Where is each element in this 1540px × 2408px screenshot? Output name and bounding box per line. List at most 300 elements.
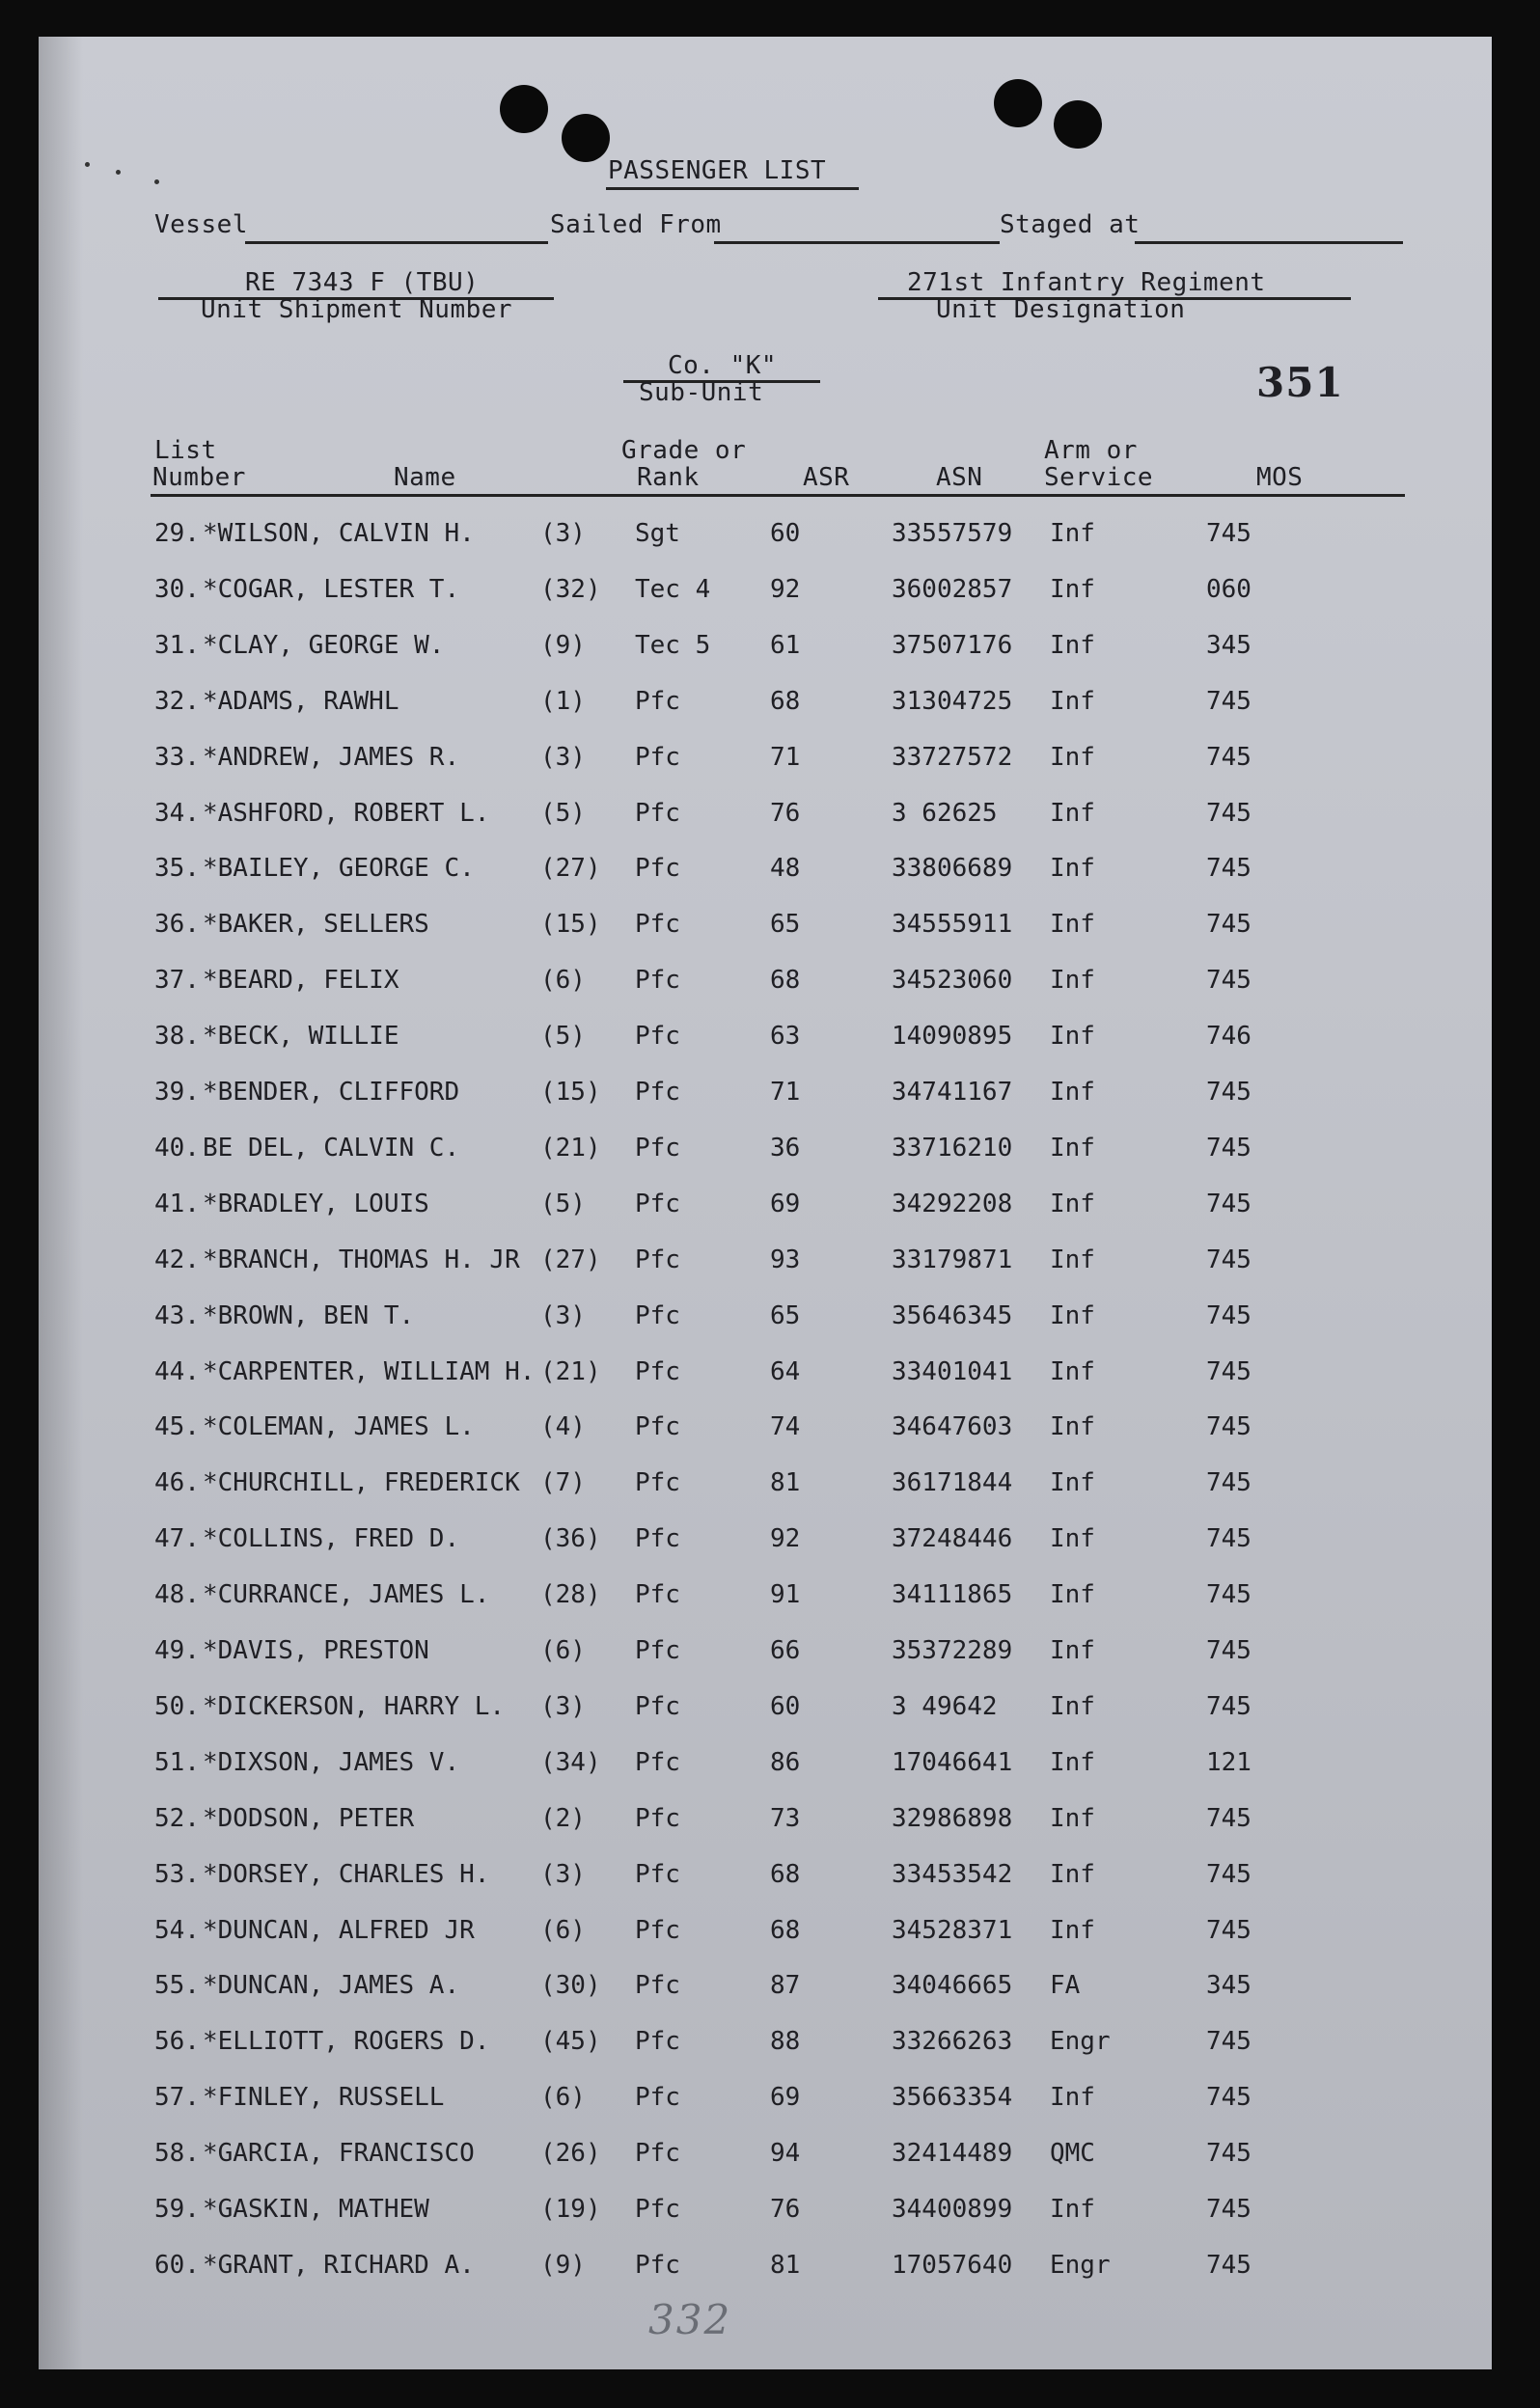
arm-or-service: Inf bbox=[1050, 1300, 1095, 1330]
table-row bbox=[39, 2139, 1492, 2177]
code: (15) bbox=[540, 1078, 601, 1107]
arm-or-service: Inf bbox=[1050, 742, 1095, 772]
arm-or-service: Inf bbox=[1050, 854, 1095, 884]
asr-score: 66 bbox=[770, 1636, 801, 1665]
mos-code: 745 bbox=[1206, 2083, 1251, 2113]
passenger-name: *DAVIS, PRESTON bbox=[203, 1636, 429, 1665]
grade-rank: Tec 4 bbox=[635, 574, 711, 604]
list-number: 30. bbox=[154, 574, 200, 604]
grade-rank: Pfc bbox=[635, 1580, 680, 1610]
col-asn: ASN bbox=[936, 463, 983, 492]
code: (3) bbox=[540, 519, 586, 548]
list-number: 53. bbox=[154, 1859, 200, 1889]
speck bbox=[116, 170, 121, 175]
unit-designation: 271st Infantry Regiment bbox=[907, 268, 1266, 297]
army-serial-number: 34400899 bbox=[892, 2195, 1013, 2224]
code: (6) bbox=[540, 1636, 586, 1665]
list-number: 37. bbox=[154, 966, 200, 996]
table-row bbox=[39, 519, 1492, 558]
passenger-name: *ELLIOTT, ROGERS D. bbox=[203, 2027, 490, 2057]
passenger-name: *CLAY, GEORGE W. bbox=[203, 630, 445, 660]
mos-code: 745 bbox=[1206, 1189, 1251, 1218]
asr-score: 92 bbox=[770, 574, 801, 604]
mos-code: 745 bbox=[1206, 1580, 1251, 1610]
asr-score: 71 bbox=[770, 742, 801, 772]
list-number: 40. bbox=[154, 1133, 200, 1163]
passenger-name: *BRANCH, THOMAS H. JR bbox=[203, 1245, 520, 1274]
grade-rank: Pfc bbox=[635, 1022, 680, 1052]
list-number: 49. bbox=[154, 1636, 200, 1665]
asr-score: 61 bbox=[770, 630, 801, 660]
arm-or-service: Inf bbox=[1050, 1245, 1095, 1274]
mos-code: 745 bbox=[1206, 1300, 1251, 1330]
unit-shipment-number: RE 7343 F (TBU) bbox=[245, 268, 480, 297]
passenger-name: *CARPENTER, WILLIAM H. bbox=[203, 1356, 536, 1386]
army-serial-number: 36002857 bbox=[892, 574, 1013, 604]
grade-rank: Pfc bbox=[635, 1915, 680, 1945]
grade-rank: Pfc bbox=[635, 910, 680, 940]
mos-code: 746 bbox=[1206, 1022, 1251, 1052]
asr-score: 81 bbox=[770, 2250, 801, 2280]
arm-or-service: Inf bbox=[1050, 1189, 1095, 1218]
list-number: 33. bbox=[154, 742, 200, 772]
army-serial-number: 35646345 bbox=[892, 1300, 1013, 1330]
list-number: 60. bbox=[154, 2250, 200, 2280]
list-number: 48. bbox=[154, 1580, 200, 1610]
list-number: 39. bbox=[154, 1078, 200, 1107]
grade-rank: Pfc bbox=[635, 1078, 680, 1107]
table-row bbox=[39, 2027, 1492, 2066]
arm-or-service: Engr bbox=[1050, 2250, 1111, 2280]
passenger-name: *BENDER, CLIFFORD bbox=[203, 1078, 460, 1107]
code: (30) bbox=[540, 1971, 601, 2001]
asr-score: 76 bbox=[770, 798, 801, 828]
list-number: 35. bbox=[154, 854, 200, 884]
sub-unit: Co. "K" bbox=[668, 351, 778, 380]
table-row bbox=[39, 1301, 1492, 1340]
grade-rank: Pfc bbox=[635, 1747, 680, 1777]
army-serial-number: 33453542 bbox=[892, 1859, 1013, 1889]
code: (26) bbox=[540, 2139, 601, 2169]
arm-or-service: Inf bbox=[1050, 1412, 1095, 1442]
arm-or-service: Inf bbox=[1050, 910, 1095, 940]
code: (21) bbox=[540, 1356, 601, 1386]
table-row bbox=[39, 1468, 1492, 1507]
table-row bbox=[39, 799, 1492, 837]
code: (3) bbox=[540, 1859, 586, 1889]
asr-score: 88 bbox=[770, 2027, 801, 2057]
army-serial-number: 17057640 bbox=[892, 2250, 1013, 2280]
code: (9) bbox=[540, 2250, 586, 2280]
list-number: 55. bbox=[154, 1971, 200, 2001]
table-row bbox=[39, 2251, 1492, 2289]
arm-or-service: QMC bbox=[1050, 2139, 1095, 2169]
grade-rank: Pfc bbox=[635, 798, 680, 828]
punch-hole bbox=[562, 114, 610, 162]
grade-rank: Pfc bbox=[635, 966, 680, 996]
list-number: 50. bbox=[154, 1691, 200, 1721]
table-row bbox=[39, 910, 1492, 948]
army-serial-number: 32414489 bbox=[892, 2139, 1013, 2169]
mos-code: 345 bbox=[1206, 1971, 1251, 2001]
arm-or-service: Inf bbox=[1050, 574, 1095, 604]
asr-score: 60 bbox=[770, 519, 801, 548]
passenger-name: *GARCIA, FRANCISCO bbox=[203, 2139, 475, 2169]
list-number: 32. bbox=[154, 686, 200, 716]
code: (5) bbox=[540, 1189, 586, 1218]
code: (27) bbox=[540, 1245, 601, 1274]
grade-rank: Pfc bbox=[635, 2250, 680, 2280]
army-serial-number: 33716210 bbox=[892, 1133, 1013, 1163]
sailed-from-label: Sailed From bbox=[550, 210, 722, 239]
mos-code: 745 bbox=[1206, 1691, 1251, 1721]
grade-rank: Pfc bbox=[635, 854, 680, 884]
sub-unit-label: Sub-Unit bbox=[639, 378, 764, 407]
table-row bbox=[39, 743, 1492, 781]
asr-score: 69 bbox=[770, 1189, 801, 1218]
grade-rank: Pfc bbox=[635, 1524, 680, 1554]
army-serial-number: 34741167 bbox=[892, 1078, 1013, 1107]
asr-score: 68 bbox=[770, 966, 801, 996]
mos-code: 745 bbox=[1206, 1245, 1251, 1274]
mos-code: 745 bbox=[1206, 1078, 1251, 1107]
mos-code: 745 bbox=[1206, 519, 1251, 548]
mos-code: 745 bbox=[1206, 1468, 1251, 1498]
list-number: 45. bbox=[154, 1412, 200, 1442]
mos-code: 745 bbox=[1206, 1133, 1251, 1163]
vessel-field-line bbox=[245, 241, 548, 244]
grade-rank: Pfc bbox=[635, 1803, 680, 1833]
code: (4) bbox=[540, 1412, 586, 1442]
table-row bbox=[39, 1748, 1492, 1787]
vessel-label: Vessel bbox=[154, 210, 248, 239]
col-asr: ASR bbox=[803, 463, 850, 492]
staged-at-label: Staged at bbox=[1000, 210, 1141, 239]
sailed-from-field-line bbox=[714, 241, 1000, 244]
passenger-name: *COGAR, LESTER T. bbox=[203, 574, 460, 604]
punch-hole bbox=[500, 85, 548, 133]
arm-or-service: Inf bbox=[1050, 686, 1095, 716]
mos-code: 745 bbox=[1206, 1859, 1251, 1889]
mos-code: 745 bbox=[1206, 2027, 1251, 2057]
asr-score: 63 bbox=[770, 1022, 801, 1052]
code: (3) bbox=[540, 742, 586, 772]
grade-rank: Pfc bbox=[635, 1300, 680, 1330]
table-row bbox=[39, 1245, 1492, 1284]
passenger-name: *BEARD, FELIX bbox=[203, 966, 399, 996]
asr-score: 48 bbox=[770, 854, 801, 884]
army-serial-number: 33179871 bbox=[892, 1245, 1013, 1274]
table-row bbox=[39, 1190, 1492, 1228]
arm-or-service: Inf bbox=[1050, 1580, 1095, 1610]
mos-code: 745 bbox=[1206, 1412, 1251, 1442]
army-serial-number: 3 49642 bbox=[892, 1691, 998, 1721]
grade-rank: Pfc bbox=[635, 1133, 680, 1163]
table-row bbox=[39, 1412, 1492, 1451]
code: (6) bbox=[540, 2083, 586, 2113]
mos-code: 745 bbox=[1206, 742, 1251, 772]
grade-rank: Pfc bbox=[635, 1245, 680, 1274]
grade-rank: Pfc bbox=[635, 686, 680, 716]
code: (6) bbox=[540, 1915, 586, 1945]
code: (27) bbox=[540, 854, 601, 884]
army-serial-number: 34292208 bbox=[892, 1189, 1013, 1218]
grade-rank: Pfc bbox=[635, 1636, 680, 1665]
list-number: 38. bbox=[154, 1022, 200, 1052]
army-serial-number: 36171844 bbox=[892, 1468, 1013, 1498]
asr-score: 91 bbox=[770, 1580, 801, 1610]
list-number: 31. bbox=[154, 630, 200, 660]
list-number: 42. bbox=[154, 1245, 200, 1274]
asr-score: 94 bbox=[770, 2139, 801, 2169]
grade-rank: Pfc bbox=[635, 2027, 680, 2057]
mos-code: 745 bbox=[1206, 2195, 1251, 2224]
asr-score: 73 bbox=[770, 1803, 801, 1833]
mos-code: 060 bbox=[1206, 574, 1251, 604]
document-title: PASSENGER LIST bbox=[608, 156, 827, 185]
arm-or-service: FA bbox=[1050, 1971, 1081, 2001]
code: (5) bbox=[540, 1022, 586, 1052]
arm-or-service: Inf bbox=[1050, 966, 1095, 996]
army-serial-number: 37248446 bbox=[892, 1524, 1013, 1554]
mos-code: 745 bbox=[1206, 798, 1251, 828]
passenger-name: *ADAMS, RAWHL bbox=[203, 686, 399, 716]
table-row bbox=[39, 1692, 1492, 1731]
code: (3) bbox=[540, 1691, 586, 1721]
army-serial-number: 34111865 bbox=[892, 1580, 1013, 1610]
passenger-name: *BROWN, BEN T. bbox=[203, 1300, 415, 1330]
asr-score: 65 bbox=[770, 1300, 801, 1330]
grade-rank: Pfc bbox=[635, 1691, 680, 1721]
table-row bbox=[39, 575, 1492, 614]
army-serial-number: 17046641 bbox=[892, 1747, 1013, 1777]
army-serial-number: 34046665 bbox=[892, 1971, 1013, 2001]
arm-or-service: Inf bbox=[1050, 519, 1095, 548]
table-row bbox=[39, 1078, 1492, 1116]
asr-score: 87 bbox=[770, 1971, 801, 2001]
army-serial-number: 34523060 bbox=[892, 966, 1013, 996]
passenger-name: *WILSON, CALVIN H. bbox=[203, 519, 475, 548]
mos-code: 745 bbox=[1206, 2139, 1251, 2169]
list-number: 52. bbox=[154, 1803, 200, 1833]
army-serial-number: 14090895 bbox=[892, 1022, 1013, 1052]
list-number: 36. bbox=[154, 910, 200, 940]
passenger-name: *BRADLEY, LOUIS bbox=[203, 1189, 429, 1218]
list-number: 29. bbox=[154, 519, 200, 548]
passenger-name: *ANDREW, JAMES R. bbox=[203, 742, 460, 772]
mos-code: 745 bbox=[1206, 910, 1251, 940]
code: (45) bbox=[540, 2027, 601, 2057]
asr-score: 69 bbox=[770, 2083, 801, 2113]
page-number: 351 bbox=[1256, 359, 1344, 406]
army-serial-number: 33727572 bbox=[892, 742, 1013, 772]
grade-rank: Pfc bbox=[635, 2139, 680, 2169]
col-name: Name bbox=[394, 463, 456, 492]
arm-or-service: Inf bbox=[1050, 1022, 1095, 1052]
arm-or-service: Engr bbox=[1050, 2027, 1111, 2057]
passenger-name: *DICKERSON, HARRY L. bbox=[203, 1691, 506, 1721]
passenger-name: *COLEMAN, JAMES L. bbox=[203, 1412, 475, 1442]
handwritten-note: 332 bbox=[648, 2296, 732, 2343]
asr-score: 86 bbox=[770, 1747, 801, 1777]
grade-rank: Pfc bbox=[635, 1971, 680, 2001]
punch-hole bbox=[994, 79, 1042, 127]
list-number: 59. bbox=[154, 2195, 200, 2224]
code: (32) bbox=[540, 574, 601, 604]
asr-score: 76 bbox=[770, 2195, 801, 2224]
army-serial-number: 33806689 bbox=[892, 854, 1013, 884]
grade-rank: Pfc bbox=[635, 1468, 680, 1498]
passenger-list-page bbox=[39, 37, 1492, 2369]
col-mos: MOS bbox=[1256, 463, 1304, 492]
mos-code: 345 bbox=[1206, 630, 1251, 660]
table-row bbox=[39, 966, 1492, 1004]
arm-or-service: Inf bbox=[1050, 1915, 1095, 1945]
army-serial-number: 34528371 bbox=[892, 1915, 1013, 1945]
passenger-name: *CHURCHILL, FREDERICK bbox=[203, 1468, 520, 1498]
passenger-name: *DIXSON, JAMES V. bbox=[203, 1747, 460, 1777]
asr-score: 68 bbox=[770, 1915, 801, 1945]
passenger-name: BE DEL, CALVIN C. bbox=[203, 1133, 460, 1163]
list-number: 51. bbox=[154, 1747, 200, 1777]
code: (36) bbox=[540, 1524, 601, 1554]
list-number: 54. bbox=[154, 1915, 200, 1945]
grade-rank: Pfc bbox=[635, 1189, 680, 1218]
grade-rank: Pfc bbox=[635, 1356, 680, 1386]
passenger-name: *GASKIN, MATHEW bbox=[203, 2195, 429, 2224]
table-row bbox=[39, 1804, 1492, 1843]
passenger-name: *FINLEY, RUSSELL bbox=[203, 2083, 445, 2113]
code: (3) bbox=[540, 1300, 586, 1330]
asr-score: 68 bbox=[770, 686, 801, 716]
mos-code: 121 bbox=[1206, 1747, 1251, 1777]
speck bbox=[154, 179, 159, 184]
passenger-name: *COLLINS, FRED D. bbox=[203, 1524, 460, 1554]
table-row bbox=[39, 687, 1492, 725]
header-rule bbox=[151, 494, 1405, 497]
arm-or-service: Inf bbox=[1050, 1691, 1095, 1721]
table-row bbox=[39, 854, 1492, 892]
passenger-name: *GRANT, RICHARD A. bbox=[203, 2250, 475, 2280]
list-number: 57. bbox=[154, 2083, 200, 2113]
asr-score: 60 bbox=[770, 1691, 801, 1721]
list-number: 44. bbox=[154, 1356, 200, 1386]
asr-score: 65 bbox=[770, 910, 801, 940]
mos-code: 745 bbox=[1206, 686, 1251, 716]
code: (2) bbox=[540, 1803, 586, 1833]
passenger-name: *ASHFORD, ROBERT L. bbox=[203, 798, 490, 828]
grade-rank: Pfc bbox=[635, 1412, 680, 1442]
army-serial-number: 35372289 bbox=[892, 1636, 1013, 1665]
code: (21) bbox=[540, 1133, 601, 1163]
code: (19) bbox=[540, 2195, 601, 2224]
mos-code: 745 bbox=[1206, 1524, 1251, 1554]
table-row bbox=[39, 1357, 1492, 1396]
col-list-number-line1: List bbox=[154, 436, 217, 465]
staged-at-field-line bbox=[1135, 241, 1403, 244]
passenger-name: *BECK, WILLIE bbox=[203, 1022, 399, 1052]
mos-code: 745 bbox=[1206, 1915, 1251, 1945]
code: (7) bbox=[540, 1468, 586, 1498]
list-number: 47. bbox=[154, 1524, 200, 1554]
army-serial-number: 34555911 bbox=[892, 910, 1013, 940]
asr-score: 92 bbox=[770, 1524, 801, 1554]
speck bbox=[85, 162, 90, 167]
table-row bbox=[39, 1580, 1492, 1619]
list-number: 56. bbox=[154, 2027, 200, 2057]
passenger-name: *BAILEY, GEORGE C. bbox=[203, 854, 475, 884]
arm-or-service: Inf bbox=[1050, 630, 1095, 660]
asr-score: 81 bbox=[770, 1468, 801, 1498]
list-number: 41. bbox=[154, 1189, 200, 1218]
army-serial-number: 34647603 bbox=[892, 1412, 1013, 1442]
table-row bbox=[39, 1524, 1492, 1563]
mos-code: 745 bbox=[1206, 1636, 1251, 1665]
col-arm-line2: Service bbox=[1044, 463, 1154, 492]
army-serial-number: 35663354 bbox=[892, 2083, 1013, 2113]
code: (34) bbox=[540, 1747, 601, 1777]
arm-or-service: Inf bbox=[1050, 1803, 1095, 1833]
asr-score: 68 bbox=[770, 1859, 801, 1889]
passenger-name: *CURRANCE, JAMES L. bbox=[203, 1580, 490, 1610]
table-row bbox=[39, 1971, 1492, 2010]
table-row bbox=[39, 1916, 1492, 1955]
arm-or-service: Inf bbox=[1050, 1356, 1095, 1386]
passenger-name: *DODSON, PETER bbox=[203, 1803, 415, 1833]
punch-hole bbox=[1054, 100, 1102, 149]
asr-score: 71 bbox=[770, 1078, 801, 1107]
mos-code: 745 bbox=[1206, 1803, 1251, 1833]
arm-or-service: Inf bbox=[1050, 1747, 1095, 1777]
list-number: 58. bbox=[154, 2139, 200, 2169]
arm-or-service: Inf bbox=[1050, 2195, 1095, 2224]
army-serial-number: 3 62625 bbox=[892, 798, 998, 828]
code: (9) bbox=[540, 630, 586, 660]
arm-or-service: Inf bbox=[1050, 1524, 1095, 1554]
asr-score: 64 bbox=[770, 1356, 801, 1386]
code: (5) bbox=[540, 798, 586, 828]
arm-or-service: Inf bbox=[1050, 1636, 1095, 1665]
arm-or-service: Inf bbox=[1050, 1133, 1095, 1163]
grade-rank: Pfc bbox=[635, 2083, 680, 2113]
passenger-name: *DORSEY, CHARLES H. bbox=[203, 1859, 490, 1889]
table-row bbox=[39, 1022, 1492, 1060]
list-number: 46. bbox=[154, 1468, 200, 1498]
passenger-name: *DUNCAN, JAMES A. bbox=[203, 1971, 460, 2001]
list-number: 34. bbox=[154, 798, 200, 828]
mos-code: 745 bbox=[1206, 966, 1251, 996]
code: (6) bbox=[540, 966, 586, 996]
asr-score: 36 bbox=[770, 1133, 801, 1163]
table-row bbox=[39, 1134, 1492, 1172]
code: (15) bbox=[540, 910, 601, 940]
unit-designation-label: Unit Designation bbox=[936, 295, 1186, 324]
arm-or-service: Inf bbox=[1050, 2083, 1095, 2113]
army-serial-number: 33266263 bbox=[892, 2027, 1013, 2057]
table-row bbox=[39, 2083, 1492, 2121]
army-serial-number: 33401041 bbox=[892, 1356, 1013, 1386]
grade-rank: Sgt bbox=[635, 519, 680, 548]
arm-or-service: Inf bbox=[1050, 1859, 1095, 1889]
col-grade-line1: Grade or bbox=[621, 436, 747, 465]
mos-code: 745 bbox=[1206, 2250, 1251, 2280]
mos-code: 745 bbox=[1206, 1356, 1251, 1386]
mos-code: 745 bbox=[1206, 854, 1251, 884]
grade-rank: Pfc bbox=[635, 2195, 680, 2224]
army-serial-number: 31304725 bbox=[892, 686, 1013, 716]
grade-rank: Pfc bbox=[635, 742, 680, 772]
asr-score: 74 bbox=[770, 1412, 801, 1442]
